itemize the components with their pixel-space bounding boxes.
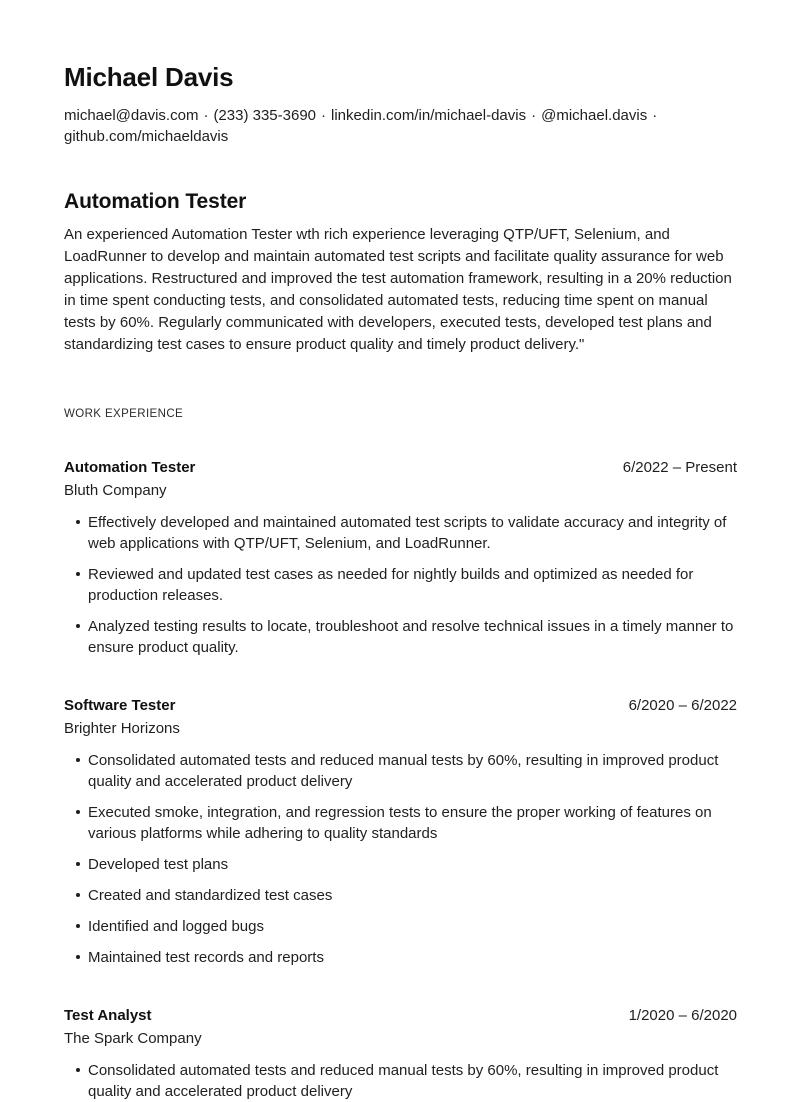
experience-entry-header bbox=[64, 458, 737, 478]
experience-company-name: Bluth Company bbox=[64, 482, 167, 500]
experience-bullet: Developed test plans bbox=[64, 854, 737, 875]
contact-separator: · bbox=[203, 107, 209, 125]
experience-bullet: Maintained test records and reports bbox=[64, 947, 737, 968]
contact-item[interactable]: github.com/michaeldavis bbox=[64, 128, 229, 146]
professional-headline: Automation Tester bbox=[64, 190, 247, 214]
contact-item[interactable]: michael@davis.com bbox=[64, 107, 199, 125]
experience-entry bbox=[64, 696, 737, 968]
experience-bullet-list bbox=[64, 1060, 737, 1102]
experience-entry bbox=[64, 458, 737, 658]
experience-bullet: Consolidated automated tests and reduced manual tests by 60%, resulting in improved product quality and accelerated product delivery bbox=[64, 750, 737, 792]
experience-job-title: Test Analyst bbox=[64, 1007, 152, 1025]
experience-bullet: Reviewed and updated test cases as needed for nightly builds and optimized as needed for production releases. bbox=[64, 564, 737, 606]
experience-job-title: Software Tester bbox=[64, 697, 176, 715]
experience-bullet: Created and standardized test cases bbox=[64, 885, 737, 906]
contact-item[interactable]: linkedin.com/in/michael-davis bbox=[331, 107, 527, 125]
experience-bullet: Effectively developed and maintained automated test scripts to validate accuracy and integrity of web applications with QTP/UFT, Selenium, and LoadRunner. bbox=[64, 512, 737, 554]
experience-bullet-list bbox=[64, 512, 737, 658]
experience-bullet: Executed smoke, integration, and regression tests to ensure the proper working of features on various platforms while adhering to quality standards bbox=[64, 802, 737, 844]
contact-separator: · bbox=[321, 107, 327, 125]
contact-line bbox=[64, 105, 737, 147]
experience-bullet: Analyzed testing results to locate, troubleshoot and resolve technical issues in a timely manner to ensure product quality. bbox=[64, 616, 737, 658]
experience-entry-header bbox=[64, 1006, 737, 1026]
contact-item[interactable]: @michael.davis bbox=[541, 107, 648, 125]
experience-bullet-list bbox=[64, 750, 737, 968]
contact-separator: · bbox=[531, 107, 537, 125]
experience-date-range: 6/2022 – Present bbox=[622, 459, 737, 477]
experience-entry bbox=[64, 1006, 737, 1102]
contact-separator: · bbox=[652, 107, 658, 125]
experience-job-title: Automation Tester bbox=[64, 459, 196, 477]
work-experience-list bbox=[64, 458, 737, 1102]
experience-bullet: Identified and logged bugs bbox=[64, 916, 737, 937]
experience-date-range: 1/2020 – 6/2020 bbox=[628, 1007, 737, 1025]
experience-company-name: The Spark Company bbox=[64, 1030, 202, 1048]
experience-date-range: 6/2020 – 6/2022 bbox=[628, 697, 737, 715]
section-heading-work-experience: WORK EXPERIENCE bbox=[64, 408, 184, 421]
experience-company-name: Brighter Horizons bbox=[64, 720, 180, 738]
candidate-name: Michael Davis bbox=[64, 62, 234, 92]
experience-bullet: Consolidated automated tests and reduced manual tests by 60%, resulting in improved product quality and accelerated product delivery bbox=[64, 1060, 737, 1102]
contact-item[interactable]: (233) 335-3690 bbox=[213, 107, 317, 125]
professional-summary: An experienced Automation Tester wth rich experience leveraging QTP/UFT, Selenium, and LoadRunner to develop and maintain automated test scripts and facilitate quality assurance for web applications. Restructured and improved the test automation framework, resulting in a 20% reduction in time spent conducting tests, and consolidated automated tests, reducing time spent on manual tests by 60%. Regularly communicated with developers, executed tests, developed test plans and standardizing test cases to ensure product quality and timely product delivery." bbox=[64, 226, 732, 354]
experience-entry-header bbox=[64, 696, 737, 716]
